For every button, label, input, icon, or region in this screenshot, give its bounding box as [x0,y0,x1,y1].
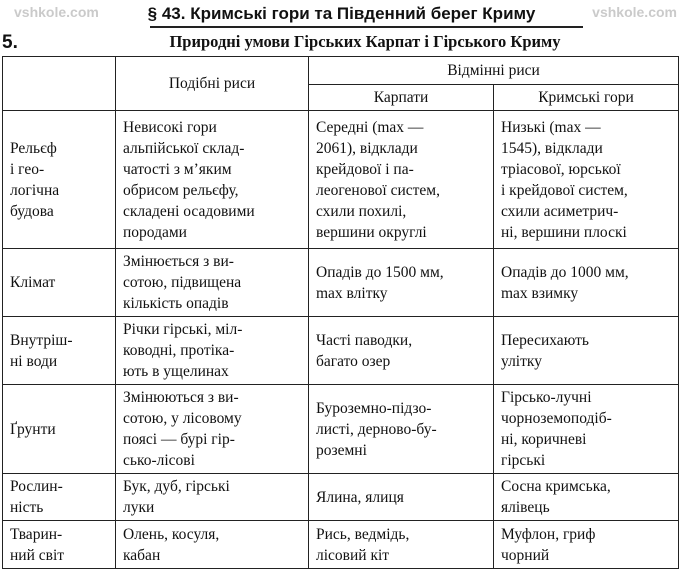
cell-line: Олень, косуля, [123,525,220,543]
cell-line: Опадів до 1000 мм, [501,263,629,281]
cell-line: Ґрунти [10,420,56,438]
section-title: § 43. Кримські гори та Південний берег Криму [147,4,536,23]
cell-line: сько-лісові [123,452,195,469]
cell-line: Низькі (max — [501,118,601,136]
row-name-cell [3,249,116,317]
row-name-cell [3,474,116,521]
cell-line: Опадів до 1500 мм, [316,263,444,281]
table-body [3,111,679,569]
cell-line: альпійської склад- [123,139,245,157]
header-carpathians: Карпати [309,85,494,111]
cell-line: гірські [501,452,546,469]
cell-line: Змінюється з ви- [123,253,234,270]
cell-line: леогенової систем, [316,181,440,199]
table-row [3,111,679,249]
cell-line: луки [123,499,155,516]
cell-line: Річки гірські, міл- [123,321,243,338]
cell-line: Муфлон, гриф [501,525,596,543]
header-similar: Подібні риси [116,57,309,111]
cell-line: Рись, ведмідь, [316,525,410,543]
cell-line: породами [123,223,187,241]
comparison-table [2,56,679,569]
cell-line: Клімат [10,274,56,291]
cell-line: і гео- [10,160,45,178]
cell-line: Тварин- [10,525,63,543]
cell-line: Внутріш- [10,331,73,349]
cell-line: ялівець [501,499,550,516]
crimean-cell [494,249,679,317]
crimean-cell [494,111,679,249]
header-rule [150,26,583,28]
carpathians-cell [309,111,494,249]
cell-line: схили асиметрич- [501,202,619,220]
carpathians-cell [309,385,494,474]
cell-line: складені осадовими [123,202,255,220]
cell-line: улітку [501,352,542,370]
cell-line: Пересихають [501,331,589,349]
cell-line: роземні [316,441,367,459]
task-number: 5. [2,32,18,53]
carpathians-cell [309,474,494,521]
cell-line: ють в ущелинах [123,363,229,380]
watermark-left: vshkole.com [14,4,99,20]
similar-cell [116,317,309,385]
crimean-cell [494,317,679,385]
table-row [3,249,679,317]
cell-line: сотою, підвищена [123,274,242,291]
cell-line: і крейдової систем, [501,181,628,199]
cell-line: крейдової і па- [316,160,414,178]
cell-line: схили похилі, [316,202,407,220]
row-name-cell [3,111,116,249]
cell-line: ні води [10,352,58,370]
cell-line: ководні, протіка- [123,342,235,359]
cell-line: Рельєф [10,139,57,157]
similar-cell [116,474,309,521]
crimean-cell [494,474,679,521]
row-name-cell [3,317,116,385]
cell-line: ні, коричневі [501,431,587,448]
cell-line: Змінюються з ви- [123,389,239,406]
cell-line: Гірсько-лучні [501,389,592,406]
cell-line: чорний [501,546,550,564]
table-row [3,385,679,474]
page-header [0,0,683,28]
carpathians-cell [309,521,494,569]
cell-line: Ялина, ялиця [316,488,404,506]
cell-line: max влітку [316,284,388,302]
cell-line: кабан [123,546,161,564]
cell-line: лісовий кіт [316,546,390,564]
crimean-cell [494,385,679,474]
cell-line: сотою, у лісовому [123,410,242,427]
table-row [3,474,679,521]
carpathians-cell [309,317,494,385]
row-name-cell [3,385,116,474]
header-crimean: Кримські гори [494,85,679,111]
table-row [3,317,679,385]
cell-line: 2061), відклади [316,139,418,157]
cell-line: листі, дерново-бу- [316,420,437,438]
cell-line: будова [10,202,54,220]
carpathians-cell [309,249,494,317]
table-row [3,521,679,569]
cell-line: логічна [10,181,60,199]
row-name-cell [3,521,116,569]
cell-line: max взимку [501,284,579,302]
similar-cell [116,111,309,249]
cell-line: поясі — бурі гір- [123,431,235,448]
cell-line: Середні (max — [316,118,424,136]
cell-line: чатості з м’яким [123,160,232,178]
cell-line: вершини округлі [316,223,427,241]
cell-line: багато озер [316,352,391,370]
cell-line: Часті паводки, [316,331,413,349]
cell-line: ні, вершини плоскі [501,223,627,241]
cell-line: тріасової, юрської [501,160,621,178]
table-title: Природні умови Гірських Карпат і Гірського Криму [169,32,561,51]
crimean-cell [494,521,679,569]
cell-line: обрисом рельєфу, [123,181,239,199]
cell-line: Сосна кримська, [501,478,611,495]
similar-cell [116,249,309,317]
cell-line: чорноземоподіб- [501,410,612,427]
watermark-right: vshkole.com [592,4,677,20]
cell-line: Невисокі гори [123,118,217,136]
cell-line: ність [10,499,44,516]
cell-line: Бук, дуб, гірські [123,478,230,495]
corner-cell [3,57,116,111]
cell-line: Буроземно-підзо- [316,399,432,417]
similar-cell [116,385,309,474]
cell-line: ний світ [10,546,65,564]
header-different: Відмінні риси [309,57,679,85]
similar-cell [116,521,309,569]
cell-line: Рослин- [10,478,63,495]
cell-line: 1545), відклади [501,139,603,157]
cell-line: кількість опадів [123,295,229,312]
